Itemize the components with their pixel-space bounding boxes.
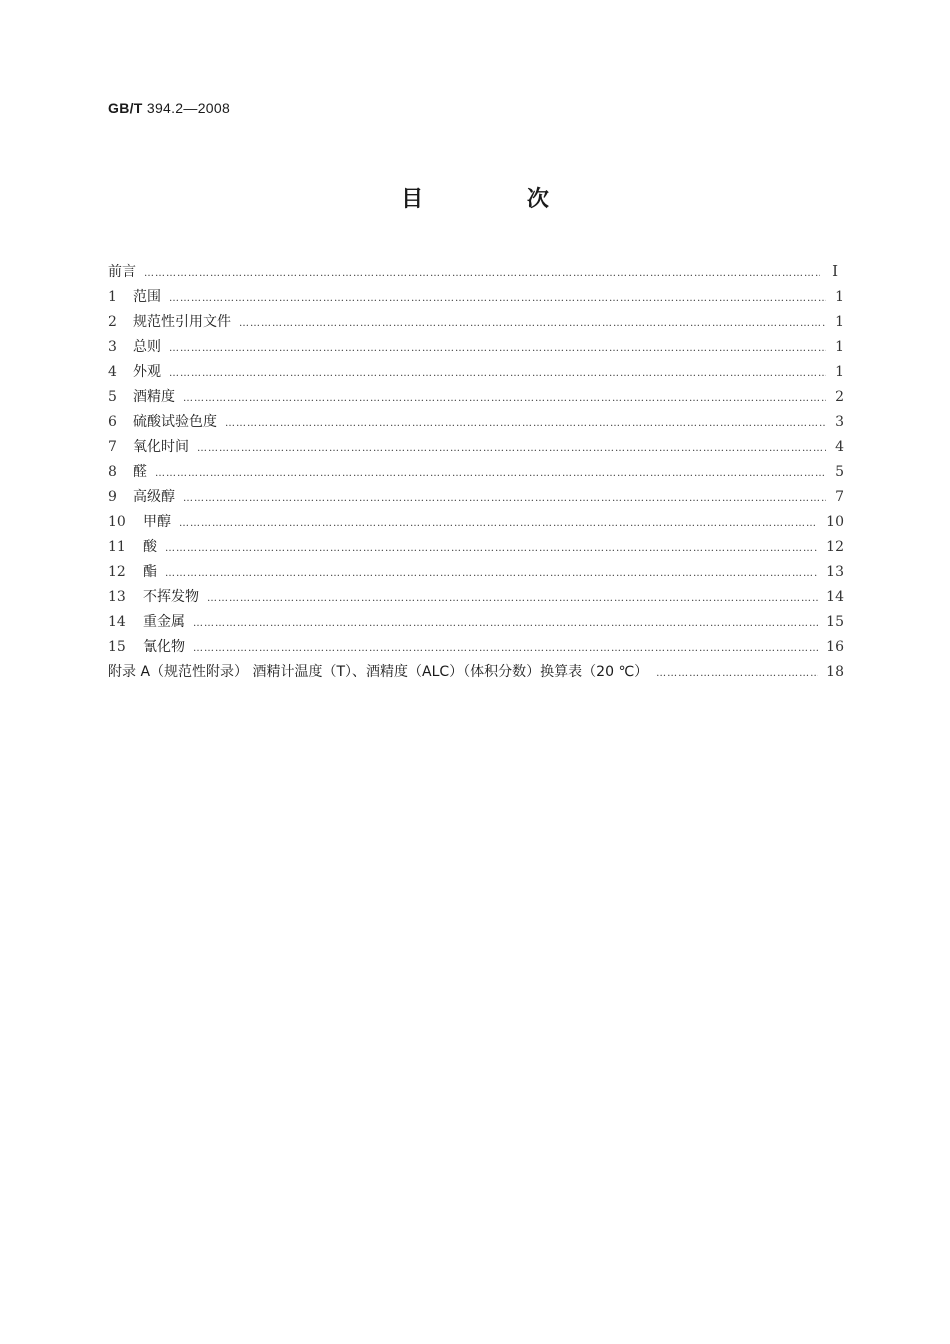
- toc-leader-dots: [165, 543, 818, 554]
- toc-leader-dots: [183, 493, 826, 504]
- toc-entry[interactable]: [108, 511, 844, 536]
- toc-entry-page: 12: [826, 539, 844, 555]
- toc-entry-number: 13: [108, 589, 126, 605]
- toc-entry[interactable]: [108, 386, 844, 411]
- toc-leader-dots: [165, 568, 818, 579]
- toc-entry-number: 11: [108, 539, 126, 555]
- toc-entry-page: Ⅰ: [832, 262, 838, 280]
- toc-leader-dots: [225, 418, 826, 429]
- toc-entry-page: 5: [835, 464, 844, 480]
- toc-leader-dots: [169, 368, 826, 379]
- toc-entry-label: 外观: [133, 364, 161, 380]
- toc-entry-label: 高级醇: [133, 489, 175, 505]
- toc-entry-number: 15: [108, 639, 126, 655]
- toc-entry[interactable]: [108, 361, 844, 386]
- toc-entry-number: 7: [108, 439, 117, 455]
- toc-entry-label: 酸: [143, 539, 157, 555]
- toc-leader-dots: [207, 593, 818, 604]
- toc-leader-dots: [169, 293, 826, 304]
- toc-entry-number: 10: [108, 514, 126, 530]
- toc-entry-number: 3: [108, 339, 117, 355]
- toc-entry-label: 前言: [108, 264, 136, 280]
- toc-entry-number: 4: [108, 364, 117, 380]
- toc-entry-number: 12: [108, 564, 126, 580]
- toc-entry-label: 氧化时间: [133, 439, 189, 455]
- toc-entry-number: 1: [108, 289, 117, 305]
- toc-entry-label: 酒精度: [133, 389, 175, 405]
- toc-leader-dots: [656, 668, 818, 679]
- toc-entry[interactable]: [108, 436, 844, 461]
- toc-entry[interactable]: [108, 286, 844, 311]
- toc-entry-page: 7: [835, 489, 844, 505]
- toc-leader-dots: [239, 318, 826, 329]
- toc-entry-page: 4: [835, 439, 844, 455]
- toc-entry-label: 范围: [133, 289, 161, 305]
- toc-entry[interactable]: [108, 461, 844, 486]
- toc-entry[interactable]: [108, 636, 844, 661]
- toc-entry-label: 总则: [133, 339, 161, 355]
- toc-entry-appendix[interactable]: [108, 661, 844, 686]
- toc-entry-label: 氰化物: [143, 639, 185, 655]
- toc-entry-number: 5: [108, 389, 117, 405]
- toc-entry-number: 14: [108, 614, 126, 630]
- toc-leader-dots: [144, 268, 820, 279]
- toc-entry-page: 1: [835, 289, 844, 305]
- toc-entry-page: 18: [826, 664, 844, 680]
- toc-entry-label: 规范性引用文件: [133, 314, 231, 330]
- toc-entry[interactable]: [108, 611, 844, 636]
- toc-entry-label: 重金属: [143, 614, 185, 630]
- document-code-number: 394.2—2008: [146, 100, 231, 116]
- toc-entry-page: 1: [835, 364, 844, 380]
- toc-entry-page: 16: [826, 639, 844, 655]
- document-code-prefix: GB/T: [108, 100, 143, 116]
- toc-entry[interactable]: [108, 586, 844, 611]
- toc-entry-page: 10: [826, 514, 844, 530]
- toc-entry-label: 附录 A（规范性附录） 酒精计温度（T）、酒精度（ALC）（体积分数）换算表（20 ℃）: [108, 664, 649, 680]
- toc-entry-label: 酯: [143, 564, 157, 580]
- toc-leader-dots: [169, 343, 826, 354]
- toc-entry-number: 2: [108, 314, 117, 330]
- toc-entry-number: 9: [108, 489, 117, 505]
- toc-entry[interactable]: [108, 561, 844, 586]
- toc-entry-page: 2: [835, 389, 844, 405]
- table-of-contents: [108, 261, 844, 686]
- toc-entry-page: 1: [835, 339, 844, 355]
- toc-entry-label: 硫酸试验色度: [133, 414, 217, 430]
- toc-entry-number: 8: [108, 464, 117, 480]
- toc-leader-dots: [197, 443, 826, 454]
- toc-entry[interactable]: [108, 486, 844, 511]
- toc-entry-label: 醛: [133, 464, 147, 480]
- toc-leader-dots: [193, 618, 818, 629]
- toc-entry-page: 14: [826, 589, 844, 605]
- toc-leader-dots: [179, 518, 818, 529]
- toc-entry[interactable]: [108, 336, 844, 361]
- toc-entry-page: 15: [826, 614, 844, 630]
- toc-entry-label: 不挥发物: [143, 589, 199, 605]
- page-title: 目 次: [401, 187, 597, 212]
- toc-entry[interactable]: [108, 411, 844, 436]
- toc-entry-page: 1: [835, 314, 844, 330]
- toc-entry-preface[interactable]: [108, 261, 844, 286]
- toc-entry[interactable]: [108, 311, 844, 336]
- toc-entry-number: 6: [108, 414, 117, 430]
- toc-entry-page: 3: [835, 414, 844, 430]
- toc-leader-dots: [183, 393, 826, 404]
- toc-entry[interactable]: [108, 536, 844, 561]
- toc-leader-dots: [155, 468, 826, 479]
- toc-entry-page: 13: [826, 564, 844, 580]
- toc-leader-dots: [193, 643, 818, 654]
- document-code: [108, 100, 230, 116]
- toc-entry-label: 甲醇: [143, 514, 171, 530]
